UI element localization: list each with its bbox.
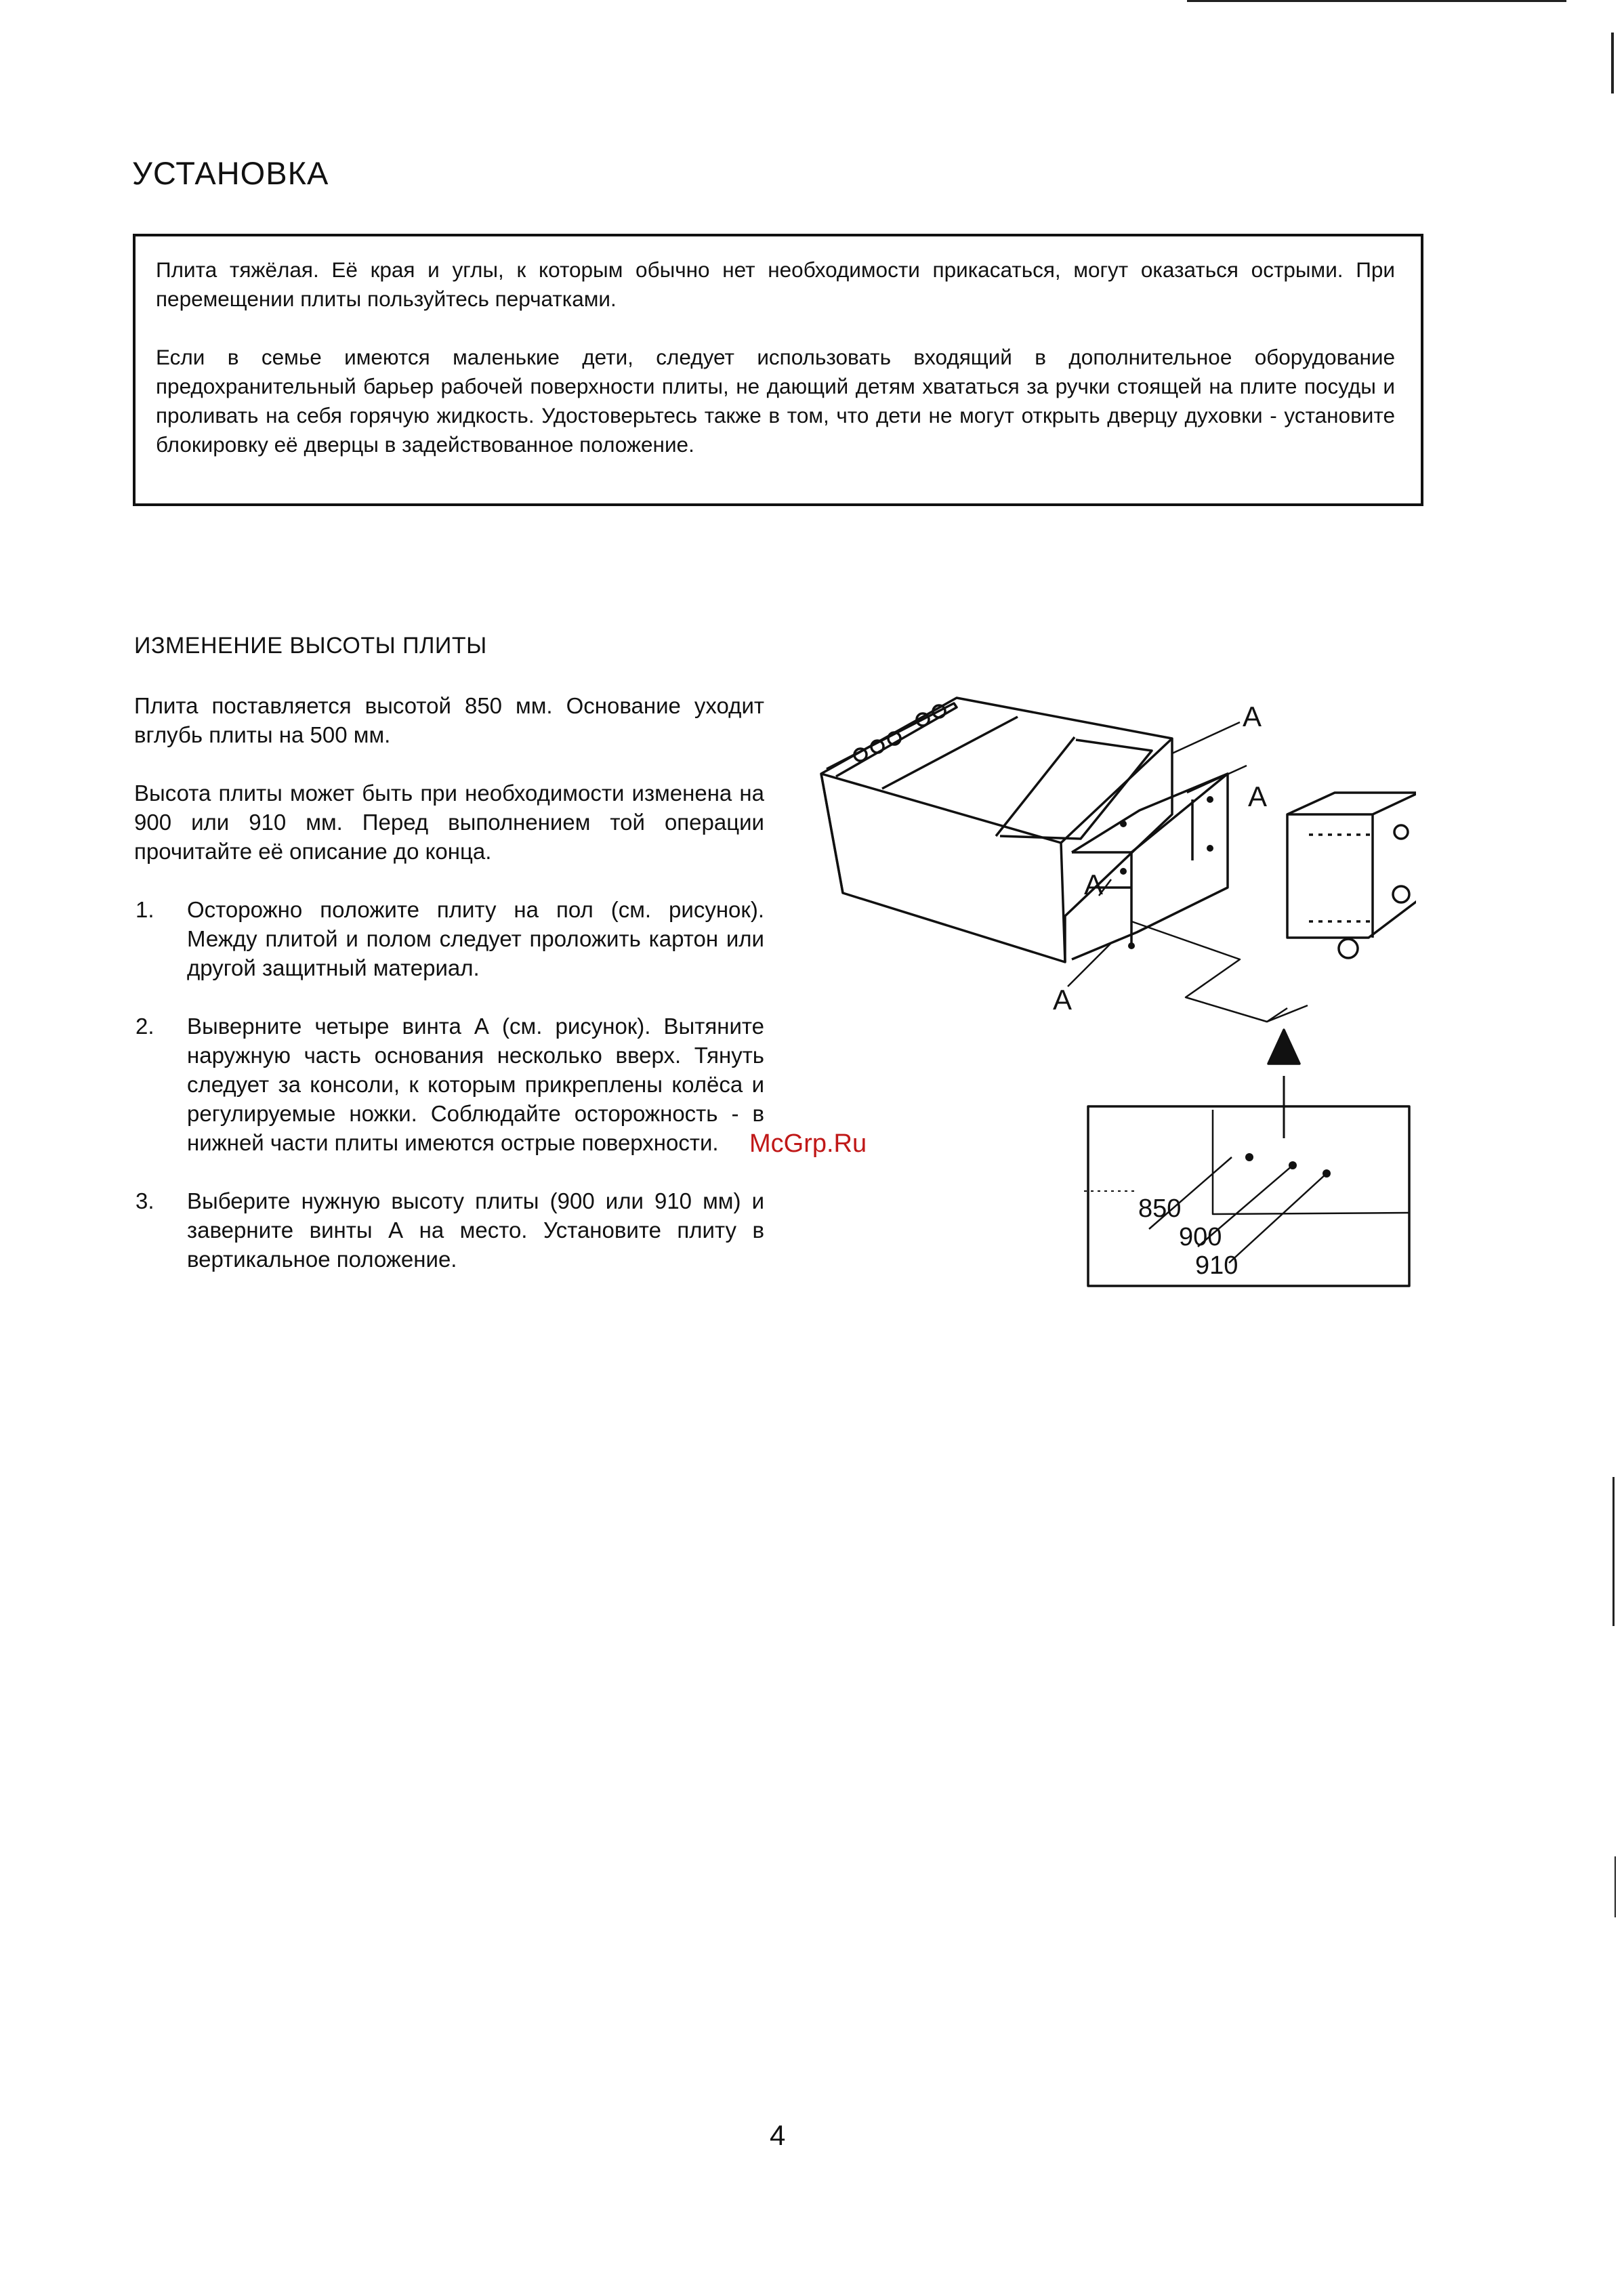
leader-line [1068, 943, 1111, 986]
leader-line [1187, 766, 1247, 793]
screw-icon [1120, 820, 1127, 827]
leader-line [1172, 722, 1240, 753]
height-leader-910 [1229, 1173, 1327, 1263]
cooker-base-diagram [779, 664, 1416, 1314]
instructions-column [134, 691, 764, 1303]
cooker-edge [821, 774, 843, 893]
section-title: ИЗМЕНЕНИЕ ВЫСОТЫ ПЛИТЫ [134, 633, 487, 659]
label-a: A [1243, 701, 1262, 732]
step-item [134, 1186, 764, 1274]
step-text: Осторожно положите плиту на пол (см. рисунок). Между плитой и полом следует проложить картон или другой защитный материал. [187, 897, 764, 980]
label-a: A [1248, 780, 1268, 812]
step-text: Выверните четыре винта А (см. рисунок). Вытяните наружную часть основания несколько вверх. Тянуть следует за консоли, к которым прикреплены колёса и регулируемые ножки. Соблюдайте осторожность - в нижней части плиты имеются острые поверхности. [187, 1014, 764, 1155]
height-label-900: 900 [1179, 1223, 1222, 1251]
base-extension [1072, 774, 1228, 959]
warning-paragraph-2: Если в семье имеются маленькие дети, следует использовать входящий в дополнительное оборудование предохранительный барьер рабочей поверхности плиты, не дающий детям хвататься за ручки стоящей на плите посуды и проливать на себя горячую жидкость. Удостоверьтесь также в том, что дети не могут открыть дверцу духовки - установите блокировку её дверцы в задействованное положение. [156, 345, 1395, 457]
wheel-icon [1394, 825, 1408, 839]
hole-icon [1323, 1169, 1331, 1178]
scan-edge-line [1611, 33, 1614, 93]
step-item [134, 895, 764, 982]
diagram-svg [779, 664, 1416, 1314]
arrow-up-icon [1268, 1030, 1299, 1064]
hole-icon [1245, 1153, 1253, 1161]
step-number: 3. [136, 1188, 154, 1213]
screw-icon [1207, 845, 1213, 852]
step-number: 1. [136, 897, 154, 922]
label-a: A [1053, 984, 1073, 1016]
cooker-edge [1061, 738, 1172, 843]
watermark: McGrp.Ru [749, 1129, 867, 1158]
intro-paragraph-2: Высота плиты может быть при необходимости изменена на 900 или 910 мм. Перед выполнением той операции прочитайте её описание до конца. [134, 780, 764, 864]
inset-profile [1213, 1110, 1409, 1214]
scan-edge-line [1612, 1477, 1615, 1626]
scan-edge-line [1615, 1856, 1616, 1917]
hob-edge [827, 703, 957, 776]
detail-inset [1088, 1106, 1409, 1286]
screw-icon [1128, 942, 1135, 949]
page-number: 4 [770, 2119, 786, 2151]
hob-divider [996, 737, 1075, 836]
hob-panel [1000, 740, 1152, 839]
step-text: Выберите нужную высоту плиты (900 или 910 мм) и заверните винты А на место. Установите плиту в вертикальное положение. [187, 1188, 764, 1272]
step-item [134, 1012, 764, 1157]
screw-icon [1207, 796, 1213, 803]
cooker-edge [1061, 843, 1065, 962]
wheel-icon [1393, 886, 1409, 902]
steps-list [134, 895, 764, 1274]
cooker-edge [821, 774, 1061, 843]
scan-edge-line [1187, 0, 1566, 2]
wheel-icon [1339, 939, 1358, 958]
footprint-line [1131, 921, 1287, 1022]
height-label-850: 850 [1138, 1194, 1182, 1223]
footprint-line [1267, 1005, 1308, 1022]
intro-paragraph-1: Плита поставляется высотой 850 мм. Основание уходит вглубь плиты на 500 мм. [134, 693, 764, 747]
label-a: A [1084, 869, 1104, 900]
warning-box [133, 234, 1423, 506]
page-title: УСТАНОВКА [132, 155, 329, 191]
base-extension-edge [1131, 774, 1228, 852]
height-label-910: 910 [1195, 1251, 1238, 1280]
step-number: 2. [136, 1014, 154, 1039]
cooker-body [821, 698, 1172, 962]
warning-paragraph-1: Плита тяжёлая. Её края и углы, к которым обычно нет необходимости прикасаться, могут оказаться острыми. При перемещении плиты пользуйтесь перчатками. [156, 257, 1395, 311]
hole-icon [1289, 1161, 1297, 1169]
detached-base-edge [1287, 793, 1416, 814]
screw-icon [1120, 868, 1127, 875]
